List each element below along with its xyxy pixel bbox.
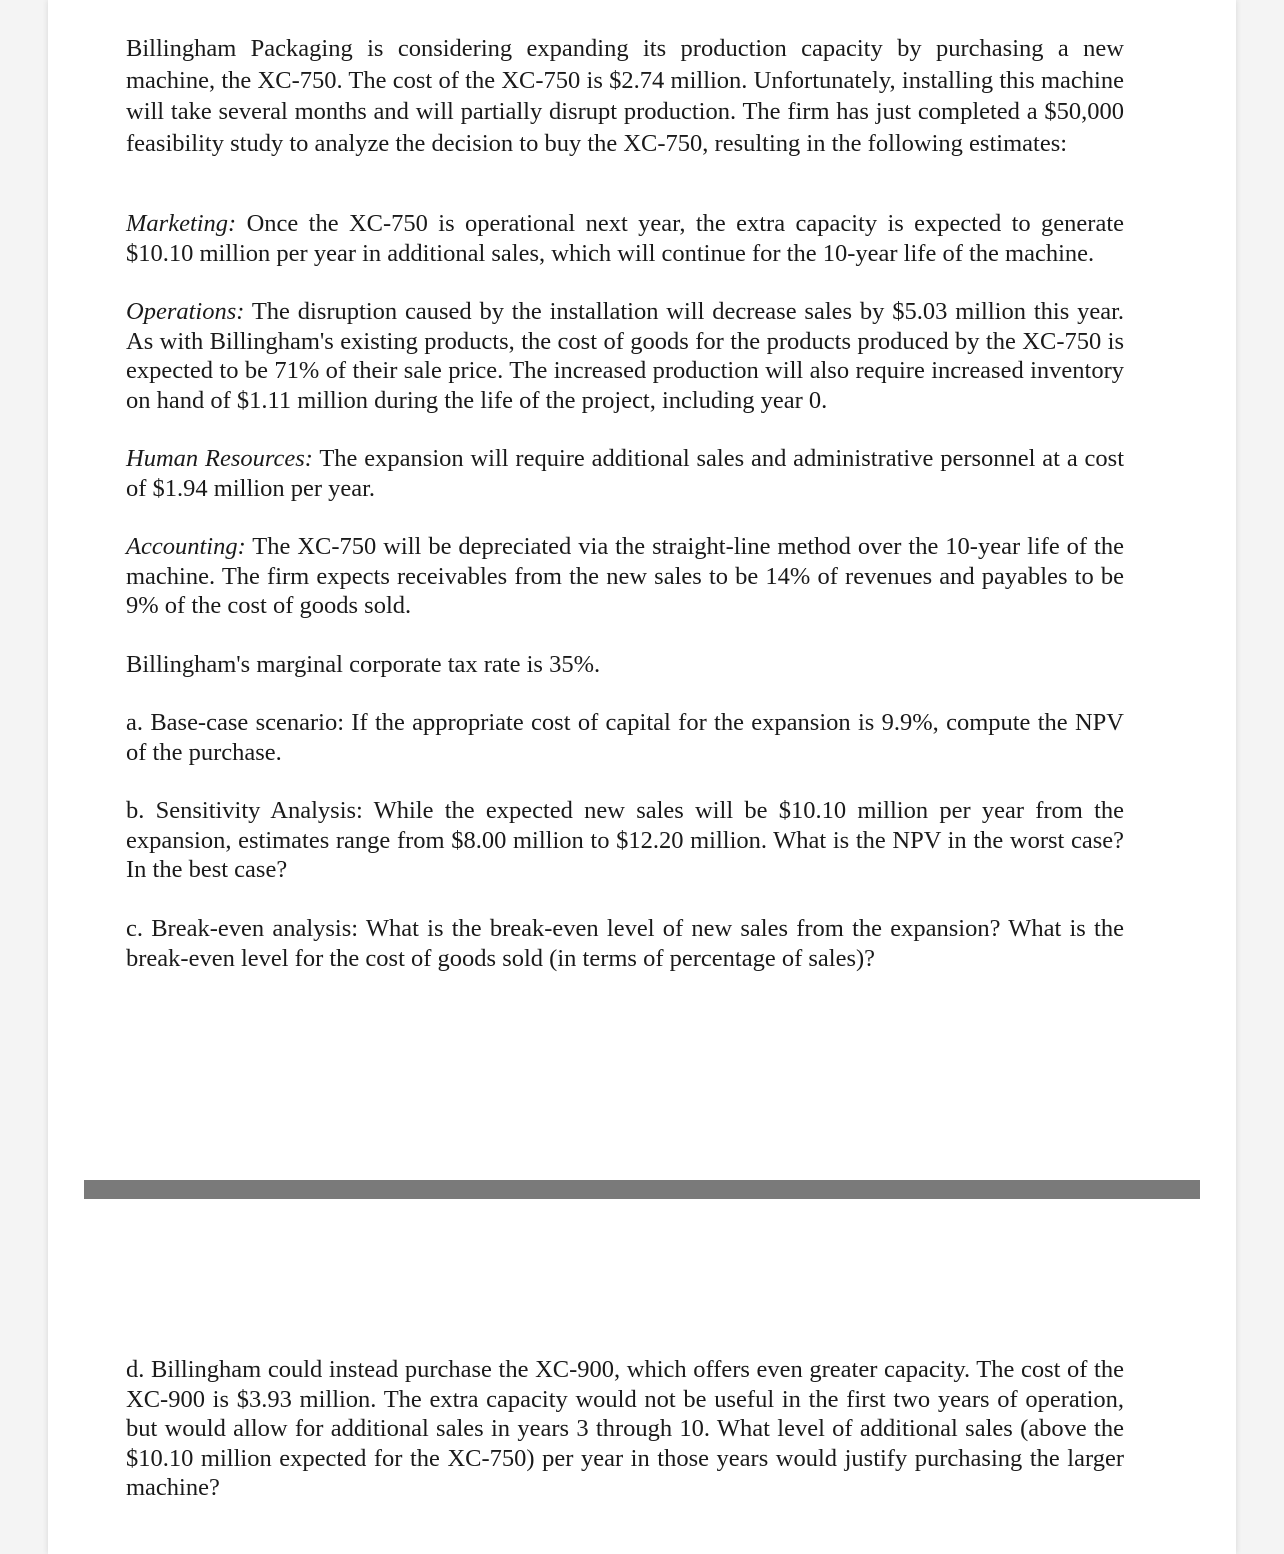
- human-resources-text: The expansion will require additional sales and administrative personnel at a cost of $1.94 million per year.: [126, 445, 1125, 502]
- human-resources-paragraph: [126, 444, 1124, 503]
- section-divider: [84, 1180, 1200, 1199]
- question-d: d. Billingham could instead purchase the XC-900, which offers even greater capacity. The cost of the XC-900 is $3.93 million. The extra capacity would not be useful in the first two years of operation, but would allow for additional sales in years 3 through 10. What level of additional sales (above the $10.10 million expected for the XC-750) per year in those years would justify purchasing the larger machine?: [126, 1356, 1124, 1501]
- accounting-label: Accounting:: [126, 533, 246, 560]
- operations-label: Operations:: [126, 298, 245, 325]
- question-a: a. Base-case scenario: If the appropriate cost of capital for the expansion is 9.9%, compute the NPV of the purchase.: [126, 709, 1124, 766]
- document-page: [48, 0, 1236, 1554]
- marketing-paragraph: [126, 209, 1124, 268]
- intro-paragraph: Billingham Packaging is considering expanding its production capacity by purchasing a new machine, the XC-750. The cost of the XC-750 is $2.74 million. Unfortunately, installing this machine will take several months and will partially disrupt production. The firm has just completed a $50,000 feasibility study to analyze the decision to buy the XC-750, resulting in the following estimates:: [126, 35, 1124, 157]
- marketing-label: Marketing:: [126, 210, 237, 237]
- operations-paragraph: [126, 297, 1124, 415]
- human-resources-label: Human Resources:: [126, 445, 313, 472]
- operations-text: The disruption caused by the installation will decrease sales by $5.03 million this year. As with Billingham's existing products, the cost of goods for the products produced by the XC-750 is expected to be 71% of their sale price. The increased production will also require increased inventory on hand of $1.11 million during the life of the project, including year 0.: [126, 298, 1124, 414]
- marketing-text: Once the XC-750 is operational next year, the extra capacity is expected to generate $10.10 million per year in additional sales, which will continue for the 10-year life of the machine.: [126, 210, 1124, 267]
- question-b: b. Sensitivity Analysis: While the expected new sales will be $10.10 million per year from the expansion, estimates range from $8.00 million to $12.20 million. What is the NPV in the worst case? In the best case?: [126, 797, 1124, 883]
- accounting-text: The XC-750 will be depreciated via the straight-line method over the 10-year life of the machine. The firm expects receivables from the new sales to be 14% of revenues and payables to be 9% of the cost of goods sold.: [126, 533, 1124, 619]
- tax-rate-paragraph: Billingham's marginal corporate tax rate is 35%.: [126, 651, 601, 678]
- accounting-paragraph: [126, 532, 1124, 621]
- question-c: c. Break-even analysis: What is the break-even level of new sales from the expansion? What is the break-even level for the cost of goods sold (in terms of percentage of sales)?: [126, 915, 1124, 972]
